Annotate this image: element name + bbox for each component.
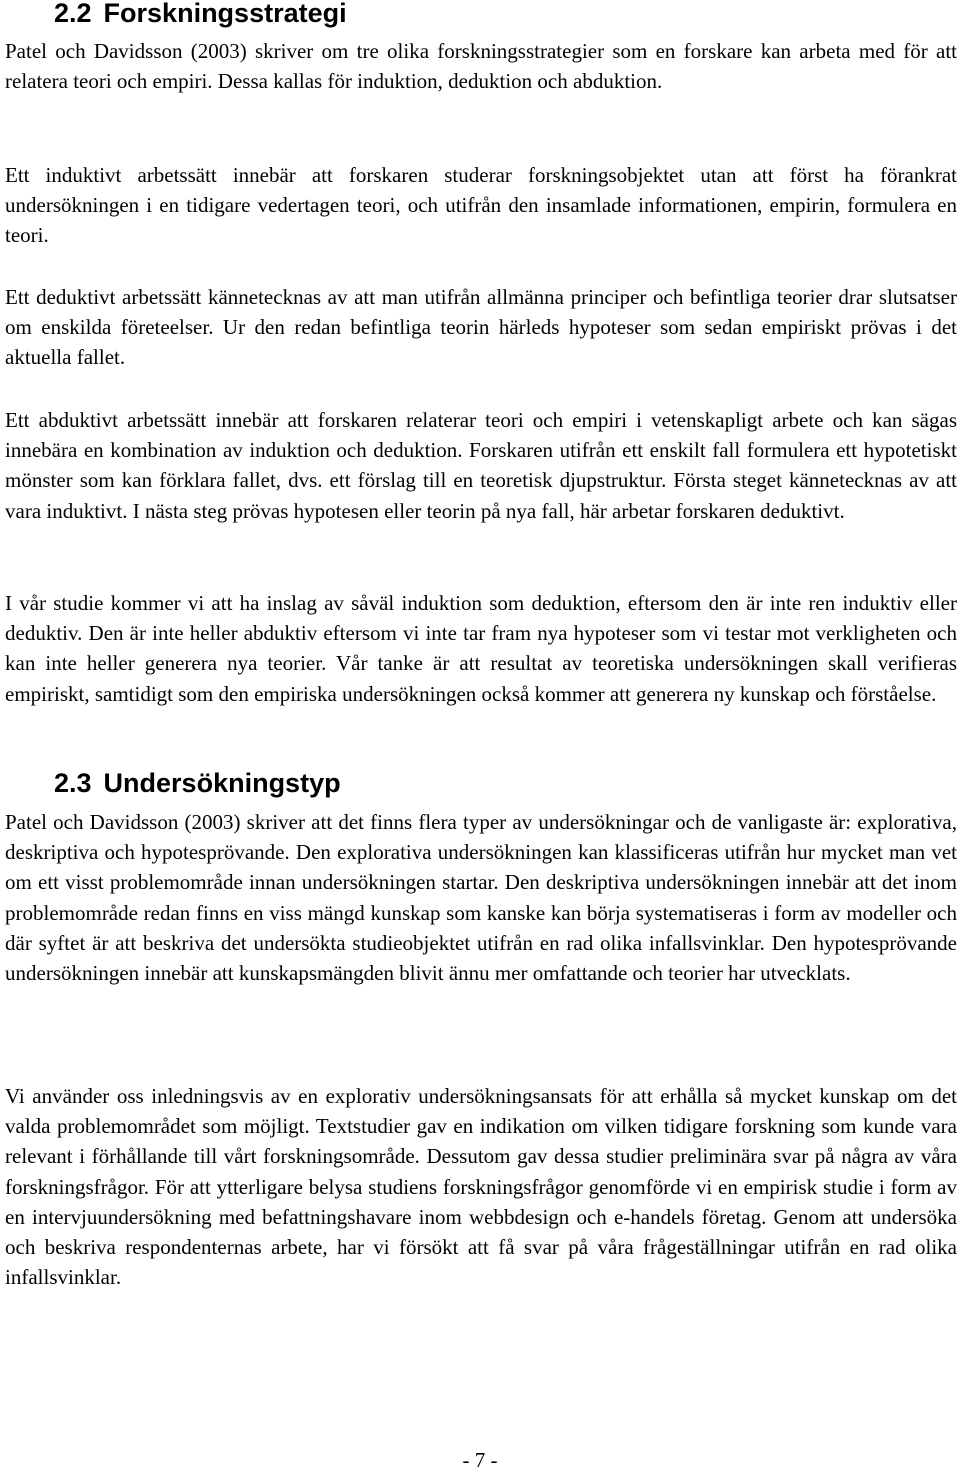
paragraph: Patel och Davidsson (2003) skriver om tre olika forskningsstrategier som en forskare kan arbeta med för att relatera teori och empiri. Dessa kallas för induktion, deduktion och abduktion. <box>5 39 957 94</box>
section-heading-2-2 <box>54 0 347 28</box>
section-number: 2.3 <box>54 768 92 798</box>
page-number: - 7 - <box>462 1448 498 1472</box>
paragraph: Patel och Davidsson (2003) skriver att det finns flera typer av undersökningar och de vanligaste är: explorativa, deskriptiva och hypotesprövande. Den explorativa undersökningen kan klassificeras utifrån hur mycket man vet om ett visst problemområde innan undersökningen startar. Den deskriptiva undersökningen innebär att det inom problemområde redan finns en viss mängd kunskap som kanske kan börja systematiseras i form av modeller och där syftet är att beskriva det undersökta studieobjektet utifrån en rad olika infallsvinklar. Den hypotesprövande undersökningen innebär att kunskapsmängden blivit ännu mer omfattande och teorier har utvecklats. <box>5 810 957 986</box>
paragraph: Ett abduktivt arbetssätt innebär att forskaren relaterar teori och empiri i vetenskapligt arbete och kan sägas innebära en kombination av induktion och deduktion. Forskaren utifrån ett enskilt fall formulera ett hypotetiskt mönster som kan förklara fallet, dvs. ett förslag till en teoretisk djupstruktur. Första steget kännetecknas av att vara induktivt. I nästa steg prövas hypotesen eller teorin på nya fall, här arbetar forskaren deduktivt. <box>5 408 957 523</box>
section-title: Undersökningstyp <box>103 768 341 798</box>
section-number: 2.2 <box>54 0 92 28</box>
paragraph: Ett induktivt arbetssätt innebär att forskaren studerar forskningsobjektet utan att först ha förankrat undersökningen i en tidigare vedertagen teori, och utifrån den insamlade informationen, empirin, formulera en teori. <box>5 163 957 248</box>
paragraph: Vi använder oss inledningsvis av en explorativ undersökningsansats för att erhålla så mycket kunskap om det valda problemområdet som möjligt. Textstudier gav en indikation om vilken tidigare forskning som kunde vara relevant i förhållande till vårt forskningsområde. Dessutom gav dessa studier preliminära svar på några av våra forskningsfrågor. För att ytterligare belysa studiens forskningsfrågor genomförde vi en empirisk studie i form av en intervjuundersökning med befattningshavare inom webbdesign och e-handels företag. Genom att undersöka och beskriva respondenternas arbete, har vi försökt att få svar på våra frågeställningar utifrån en rad olika infallsvinklar. <box>5 1084 957 1290</box>
section-heading-2-3 <box>54 768 341 798</box>
paragraph: Ett deduktivt arbetssätt kännetecknas av att man utifrån allmänna principer och befintliga teorier drar slutsatser om enskilda företeelser. Ur den redan befintliga teorin härleds hypoteser som sedan empiriskt prövas i det aktuella fallet. <box>5 285 957 370</box>
paragraph: I vår studie kommer vi att ha inslag av såväl induktion som deduktion, eftersom den är inte ren induktiv eller deduktiv. Den är inte heller abduktiv eftersom vi inte tar fram nya hypoteser som vi testar mot verkligheten och kan inte heller generera nya teorier. Vår tanke är att resultat av teoretiska undersökningen skall verifieras empiriskt, samtidigt som den empiriska undersökningen också kommer att generera ny kunskap och förståelse. <box>5 591 957 706</box>
section-title: Forskningsstrategi <box>103 0 347 28</box>
